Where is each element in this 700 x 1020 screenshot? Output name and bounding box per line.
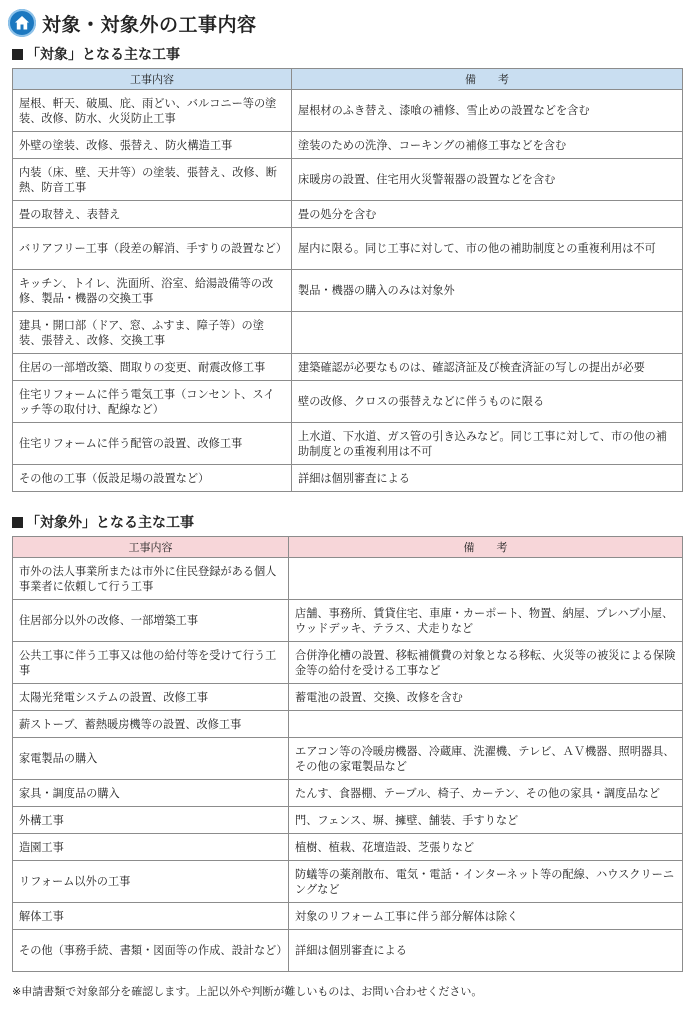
section-heading-text: 「対象」となる主な工事 [26,47,180,63]
column-header-work: 工事内容 [13,69,292,90]
table-row [13,132,683,159]
house-icon [8,9,36,37]
work-cell: 屋根、軒天、破風、庇、雨どい、バルコニー等の塗装、改修、防水、火災防止工事 [13,90,292,132]
section-heading-excluded [12,512,194,532]
column-header-note: 備 考 [292,69,683,90]
table-row [13,159,683,201]
table-row [13,861,683,903]
note-cell: 防蟻等の薬剤散布、電気・電話・インターネット等の配線、ハウスクリーニングなど [289,861,683,903]
note-cell: 壁の改修、クロスの張替えなどに伴うものに限る [292,381,683,423]
work-cell: 解体工事 [13,903,289,930]
column-header-work: 工事内容 [13,537,289,558]
work-cell: 造園工事 [13,834,289,861]
note-cell: 上水道、下水道、ガス管の引き込みなど。同じ工事に対して、市の他の補助制度との重複利用は不可 [292,423,683,465]
table-row [13,903,683,930]
work-cell: 公共工事に伴う工事又は他の給付等を受けて行う工事 [13,642,289,684]
table-row [13,780,683,807]
note-cell: 店舗、事務所、賃貸住宅、車庫・カーポート、物置、納屋、プレハブ小屋、ウッドデッキ、テラス、犬走りなど [289,600,683,642]
note-cell: 屋内に限る。同じ工事に対して、市の他の補助制度との重複利用は不可 [292,228,683,270]
table-row [13,270,683,312]
table-row [13,201,683,228]
work-cell: 家具・調度品の購入 [13,780,289,807]
note-cell: 建築確認が必要なものは、確認済証及び検査済証の写しの提出が必要 [292,354,683,381]
work-cell: 住居部分以外の改修、一部増築工事 [13,600,289,642]
note-cell: 詳細は個別審査による [292,465,683,492]
table-row [13,834,683,861]
work-cell: 太陽光発電システムの設置、改修工事 [13,684,289,711]
table-row [13,600,683,642]
note-cell: エアコン等の冷暖房機器、冷蔵庫、洗濯機、テレビ、ＡＶ機器、照明器具、その他の家電製品など [289,738,683,780]
column-header-note: 備 考 [289,537,683,558]
table-row [13,711,683,738]
work-cell: その他（事務手続、書類・図面等の作成、設計など） [13,930,289,972]
note-cell: 植樹、植栽、花壇造設、芝張りなど [289,834,683,861]
table-row [13,465,683,492]
table-row [13,738,683,780]
note-cell: 製品・機器の購入のみは対象外 [292,270,683,312]
work-cell: 住居の一部増改築、間取りの変更、耐震改修工事 [13,354,292,381]
table-row [13,381,683,423]
work-cell: 外構工事 [13,807,289,834]
table-row [13,684,683,711]
footnote: ※申請書類で対象部分を確認します。上記以外や判断が難しいものは、お問い合わせください。 [12,985,483,998]
table-row [13,312,683,354]
title-row [8,8,257,38]
work-cell: 畳の取替え、表替え [13,201,292,228]
note-cell: 畳の処分を含む [292,201,683,228]
excluded-works-table [12,536,683,972]
table-row [13,642,683,684]
work-cell: 建具・開口部（ドア、窓、ふすま、障子等）の塗装、張替え、改修、交換工事 [13,312,292,354]
section-heading-target [12,44,180,64]
work-cell: 市外の法人事業所または市外に住民登録がある個人事業者に依頼して行う工事 [13,558,289,600]
note-cell: 合併浄化槽の設置、移転補償費の対象となる移転、火災等の被災による保険金等の給付を受ける工事など [289,642,683,684]
note-cell: 塗装のための洗浄、コーキングの補修工事などを含む [292,132,683,159]
table-row [13,423,683,465]
work-cell: 外壁の塗装、改修、張替え、防火構造工事 [13,132,292,159]
table-row [13,807,683,834]
table-row [13,90,683,132]
section-heading-text: 「対象外」となる主な工事 [26,515,194,531]
work-cell: キッチン、トイレ、洗面所、浴室、給湯設備等の改修、製品・機器の交換工事 [13,270,292,312]
note-cell [289,558,683,600]
work-cell: 住宅リフォームに伴う配管の設置、改修工事 [13,423,292,465]
note-cell: 床暖房の設置、住宅用火災警報器の設置などを含む [292,159,683,201]
note-cell: 門、フェンス、塀、擁壁、舗装、手すりなど [289,807,683,834]
house-icon-glyph [13,14,31,32]
note-cell: 詳細は個別審査による [289,930,683,972]
target-works-table [12,68,683,492]
table-header-row [13,69,683,90]
table-header-row [13,537,683,558]
note-cell [289,711,683,738]
work-cell: その他の工事（仮設足場の設置など） [13,465,292,492]
table-row [13,558,683,600]
note-cell [292,312,683,354]
table-row [13,930,683,972]
square-bullet-icon [12,517,23,528]
note-cell: たんす、食器棚、テーブル、椅子、カーテン、その他の家具・調度品など [289,780,683,807]
work-cell: 住宅リフォームに伴う電気工事（コンセント、スイッチ等の取付け、配線など） [13,381,292,423]
work-cell: リフォーム以外の工事 [13,861,289,903]
note-cell: 屋根材のふき替え、漆喰の補修、雪止めの設置などを含む [292,90,683,132]
work-cell: 内装（床、壁、天井等）の塗装、張替え、改修、断熱、防音工事 [13,159,292,201]
work-cell: 家電製品の購入 [13,738,289,780]
work-cell: 薪ストーブ、蓄熱暖房機等の設置、改修工事 [13,711,289,738]
note-cell: 対象のリフォーム工事に伴う部分解体は除く [289,903,683,930]
work-cell: バリアフリー工事（段差の解消、手すりの設置など） [13,228,292,270]
table-row [13,228,683,270]
square-bullet-icon [12,49,23,60]
note-cell: 蓄電池の設置、交換、改修を含む [289,684,683,711]
page-title: 対象・対象外の工事内容 [42,13,257,36]
table-row [13,354,683,381]
